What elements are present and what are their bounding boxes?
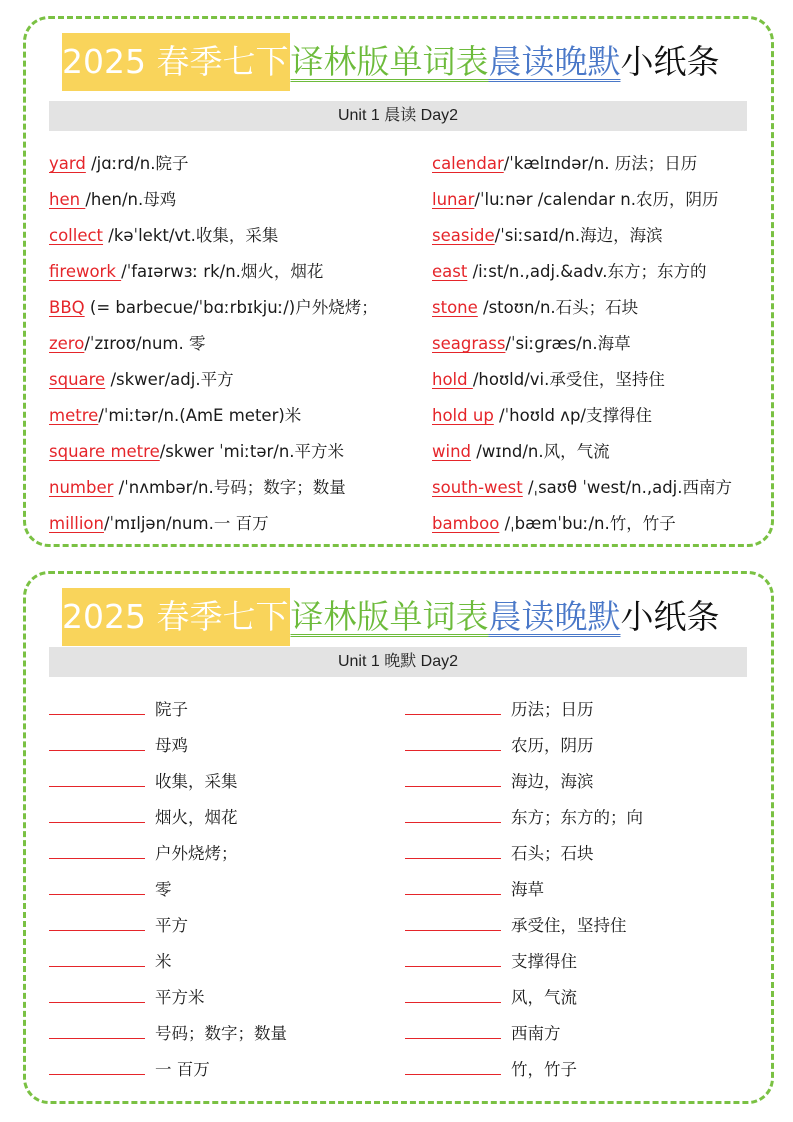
vocab-entry — [432, 326, 762, 362]
dictation-row — [405, 1052, 755, 1088]
vocab-entry — [432, 254, 762, 290]
answer-blank[interactable] — [405, 802, 501, 823]
title-morning-evening: 晨读晚默 — [488, 597, 621, 636]
dictation-row — [405, 1016, 755, 1052]
vocab-word: lunar — [432, 190, 475, 209]
vocab-entry — [49, 506, 419, 542]
vocab-word: hold — [432, 370, 473, 389]
dictation-meaning: 一 百万 — [155, 1060, 210, 1079]
dictation-meaning: 支撑得住 — [511, 952, 577, 971]
dictation-meaning: 收集，采集 — [155, 772, 238, 791]
answer-blank[interactable] — [405, 874, 501, 895]
unit-day-header: Unit 1 晚默 Day2 — [49, 647, 747, 677]
dictation-row — [49, 1016, 399, 1052]
vocab-word: seaside — [432, 226, 495, 245]
dictation-meaning: 平方米 — [155, 988, 205, 1007]
vocab-definition: /jɑːrd/n.院子 — [85, 154, 189, 173]
dictation-meaning: 承受住，坚持住 — [511, 916, 627, 935]
dictation-row — [49, 980, 399, 1016]
dictation-row — [405, 836, 755, 872]
dictation-row — [49, 728, 399, 764]
vocab-entry — [49, 218, 419, 254]
vocab-definition: /ˈhoʊld ʌp/支撑得住 — [493, 406, 652, 425]
vocab-entry — [432, 506, 762, 542]
vocab-entry — [49, 398, 419, 434]
vocab-word: bamboo — [432, 514, 500, 533]
vocab-entry — [432, 290, 762, 326]
vocab-entry — [432, 434, 762, 470]
vocab-entry — [49, 182, 419, 218]
answer-blank[interactable] — [49, 1054, 145, 1075]
vocab-word: yard — [49, 154, 86, 173]
dictation-meaning: 平方 — [155, 916, 188, 935]
vocab-definition: /ˈmɪljən/num.一 百万 — [103, 514, 269, 533]
vocab-definition: /hen/n.母鸡 — [85, 190, 177, 209]
answer-blank[interactable] — [49, 802, 145, 823]
dictation-meaning: 石头；石块 — [511, 844, 594, 863]
answer-blank[interactable] — [405, 982, 501, 1003]
vocab-entry — [49, 146, 419, 182]
vocab-definition: /iːst/n.,adj.&adv.东方；东方的 — [467, 262, 707, 281]
dictation-row — [49, 908, 399, 944]
dictation-meaning: 竹，竹子 — [511, 1060, 577, 1079]
dictation-row — [405, 944, 755, 980]
answer-blank[interactable] — [49, 730, 145, 751]
vocab-entry — [432, 398, 762, 434]
card-title — [62, 33, 719, 91]
dictation-row — [49, 692, 399, 728]
answer-blank[interactable] — [405, 1018, 501, 1039]
dictation-meaning: 母鸡 — [155, 736, 188, 755]
vocab-definition: /ˌbæmˈbuː/n.竹，竹子 — [499, 514, 676, 533]
title-year-grade: 2025 春季七下 — [62, 33, 290, 91]
vocab-definition: /stoʊn/n.石头；石块 — [477, 298, 639, 317]
vocab-word: hen — [49, 190, 86, 209]
vocab-entry — [432, 470, 762, 506]
vocab-definition: /ˈsiːɡræs/n.海草 — [505, 334, 631, 353]
title-note: 小纸条 — [620, 42, 720, 81]
dictation-row — [405, 764, 755, 800]
answer-blank[interactable] — [49, 838, 145, 859]
vocab-definition: /ˈfaɪərwɜː rk/n.烟火，烟花 — [121, 262, 324, 281]
title-morning-evening: 晨读晚默 — [488, 42, 621, 81]
dictation-meaning: 户外烧烤； — [155, 844, 238, 863]
dictation-meaning: 历法；日历 — [511, 700, 594, 719]
dictation-meaning: 海草 — [511, 880, 544, 899]
answer-blank[interactable] — [49, 874, 145, 895]
answer-blank[interactable] — [405, 694, 501, 715]
vocab-word: east — [432, 262, 468, 281]
dictation-row — [49, 944, 399, 980]
dictation-meaning: 零 — [155, 880, 172, 899]
dictation-column-left — [49, 692, 399, 1088]
vocab-definition: /kəˈlekt/vt.收集，采集 — [103, 226, 279, 245]
morning-reading-card — [23, 16, 774, 547]
vocab-entry — [49, 254, 419, 290]
vocab-definition: /ˈkælɪndər/n. 历法；日历 — [503, 154, 698, 173]
vocab-word: firework — [49, 262, 122, 281]
answer-blank[interactable] — [405, 1054, 501, 1075]
answer-blank[interactable] — [49, 766, 145, 787]
dictation-meaning: 风，气流 — [511, 988, 577, 1007]
unit-day-header: Unit 1 晨读 Day2 — [49, 101, 747, 131]
vocab-word: collect — [49, 226, 104, 245]
vocab-definition: /ˈmiːtər/n.(AmE meter)米 — [98, 406, 302, 425]
dictation-row — [405, 800, 755, 836]
answer-blank[interactable] — [405, 838, 501, 859]
dictation-row — [405, 692, 755, 728]
vocab-word: wind — [432, 442, 472, 461]
answer-blank[interactable] — [405, 910, 501, 931]
vocab-column-right — [432, 146, 762, 542]
vocab-word: calendar — [432, 154, 504, 173]
dictation-meaning: 院子 — [155, 700, 188, 719]
dictation-row — [405, 872, 755, 908]
dictation-meaning: 烟火，烟花 — [155, 808, 238, 827]
dictation-row — [49, 1052, 399, 1088]
vocab-word: million — [49, 514, 104, 533]
vocab-entry — [49, 326, 419, 362]
vocab-word: number — [49, 478, 114, 497]
dictation-row — [49, 800, 399, 836]
vocab-entry — [432, 182, 762, 218]
vocab-entry — [49, 362, 419, 398]
vocab-definition: /skwer ˈmiːtər/n.平方米 — [159, 442, 345, 461]
dictation-row — [405, 728, 755, 764]
answer-blank[interactable] — [405, 766, 501, 787]
vocab-word: square — [49, 370, 106, 389]
vocab-entry — [49, 470, 419, 506]
dictation-meaning: 海边，海滨 — [511, 772, 594, 791]
dictation-row — [49, 836, 399, 872]
dictation-meaning: 西南方 — [511, 1024, 561, 1043]
dictation-column-right — [405, 692, 755, 1088]
vocab-definition: /skwer/adj.平方 — [105, 370, 234, 389]
dictation-row — [49, 764, 399, 800]
vocab-column-left — [49, 146, 419, 542]
vocab-definition: /ˌsaʊθ ˈwest/n.,adj.西南方 — [522, 478, 732, 497]
answer-blank[interactable] — [405, 730, 501, 751]
vocab-word: zero — [49, 334, 85, 353]
answer-blank[interactable] — [49, 946, 145, 967]
vocab-definition: /ˈluːnər /calendar n.农历，阴历 — [474, 190, 719, 209]
vocab-word: stone — [432, 298, 478, 317]
vocab-definition: (= barbecue/ˈbɑːrbɪkjuː/)户外烧烤； — [84, 298, 378, 317]
vocab-definition: /wɪnd/n.风，气流 — [471, 442, 610, 461]
answer-blank[interactable] — [49, 1018, 145, 1039]
vocab-definition: /ˈzɪroʊ/num. 零 — [84, 334, 206, 353]
dictation-meaning: 米 — [155, 952, 172, 971]
title-textbook: 译林版单词表 — [290, 42, 489, 81]
title-year-grade: 2025 春季七下 — [62, 588, 290, 646]
answer-blank[interactable] — [49, 694, 145, 715]
vocab-entry — [432, 218, 762, 254]
vocab-entry — [49, 434, 419, 470]
title-textbook: 译林版单词表 — [290, 597, 489, 636]
vocab-entry — [49, 290, 419, 326]
evening-dictation-card — [23, 571, 774, 1104]
vocab-word: hold up — [432, 406, 494, 425]
vocab-word: metre — [49, 406, 99, 425]
dictation-row — [405, 980, 755, 1016]
answer-blank[interactable] — [49, 910, 145, 931]
vocab-definition: /ˈsiːsaɪd/n.海边，海滨 — [494, 226, 663, 245]
vocab-word: seagrass — [432, 334, 506, 353]
vocab-entry — [432, 146, 762, 182]
card-title — [62, 588, 719, 646]
vocab-definition: /ˈnʌmbər/n.号码；数字；数量 — [113, 478, 346, 497]
dictation-meaning: 东方；东方的；向 — [511, 808, 643, 827]
dictation-meaning: 号码；数字；数量 — [155, 1024, 287, 1043]
vocab-entry — [432, 362, 762, 398]
vocab-word: square metre — [49, 442, 160, 461]
dictation-meaning: 农历，阴历 — [511, 736, 594, 755]
title-note: 小纸条 — [620, 597, 720, 636]
vocab-word: south-west — [432, 478, 523, 497]
answer-blank[interactable] — [405, 946, 501, 967]
answer-blank[interactable] — [49, 982, 145, 1003]
dictation-row — [49, 872, 399, 908]
dictation-row — [405, 908, 755, 944]
vocab-definition: /hoʊld/vi.承受住，坚持住 — [472, 370, 665, 389]
vocab-word: BBQ — [49, 298, 85, 317]
